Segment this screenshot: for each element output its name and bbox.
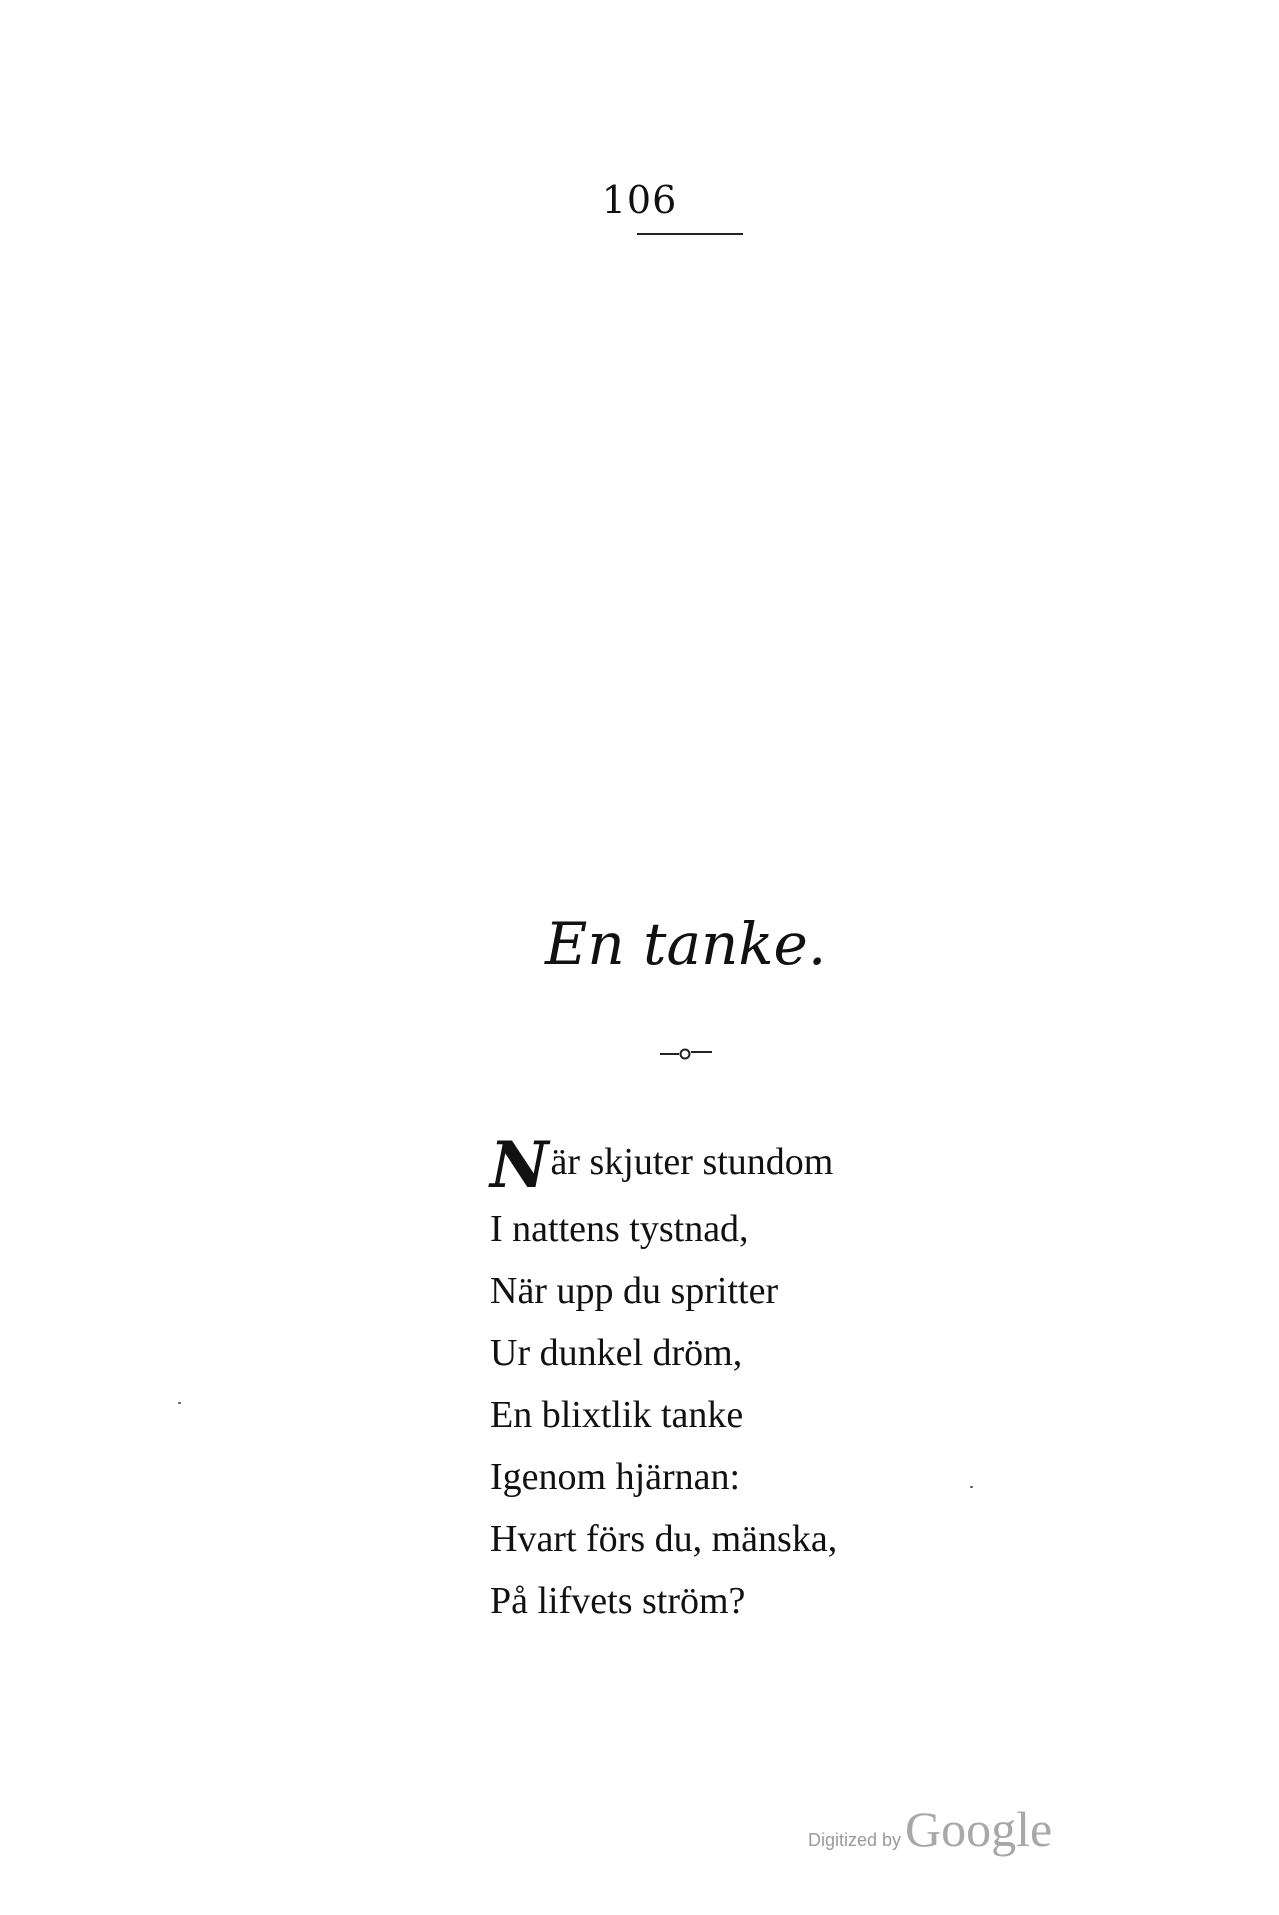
poem-line: Igenom hjärnan: [490,1456,741,1498]
poem-line-1-text: är skjuter stundom [550,1141,834,1183]
poem-line: I nattens tystnad, [490,1208,749,1250]
page-number: 106 [601,178,678,222]
scan-speck [970,1486,973,1488]
poem-line: En blixtlik tanke [490,1394,744,1436]
page-number-rule [637,233,743,235]
google-logo-text: Google [905,1801,1053,1857]
scan-speck [178,1402,181,1404]
poem-title: En tanke. [545,910,827,978]
poem-line: Ur dunkel dröm, [490,1332,743,1374]
poem-line: Hvart förs du, mänska, [490,1518,838,1560]
poem-line-1 [490,1126,1010,1203]
poem-line: När upp du spritter [490,1270,779,1312]
digitized-watermark [808,1800,1052,1858]
digitized-by-label: Digitized by [808,1830,902,1850]
drop-cap: N [490,1128,549,1203]
title-ornament [660,1046,712,1060]
poem-line: På lifvets ström? [490,1580,746,1622]
poem-body [490,1126,1010,1632]
